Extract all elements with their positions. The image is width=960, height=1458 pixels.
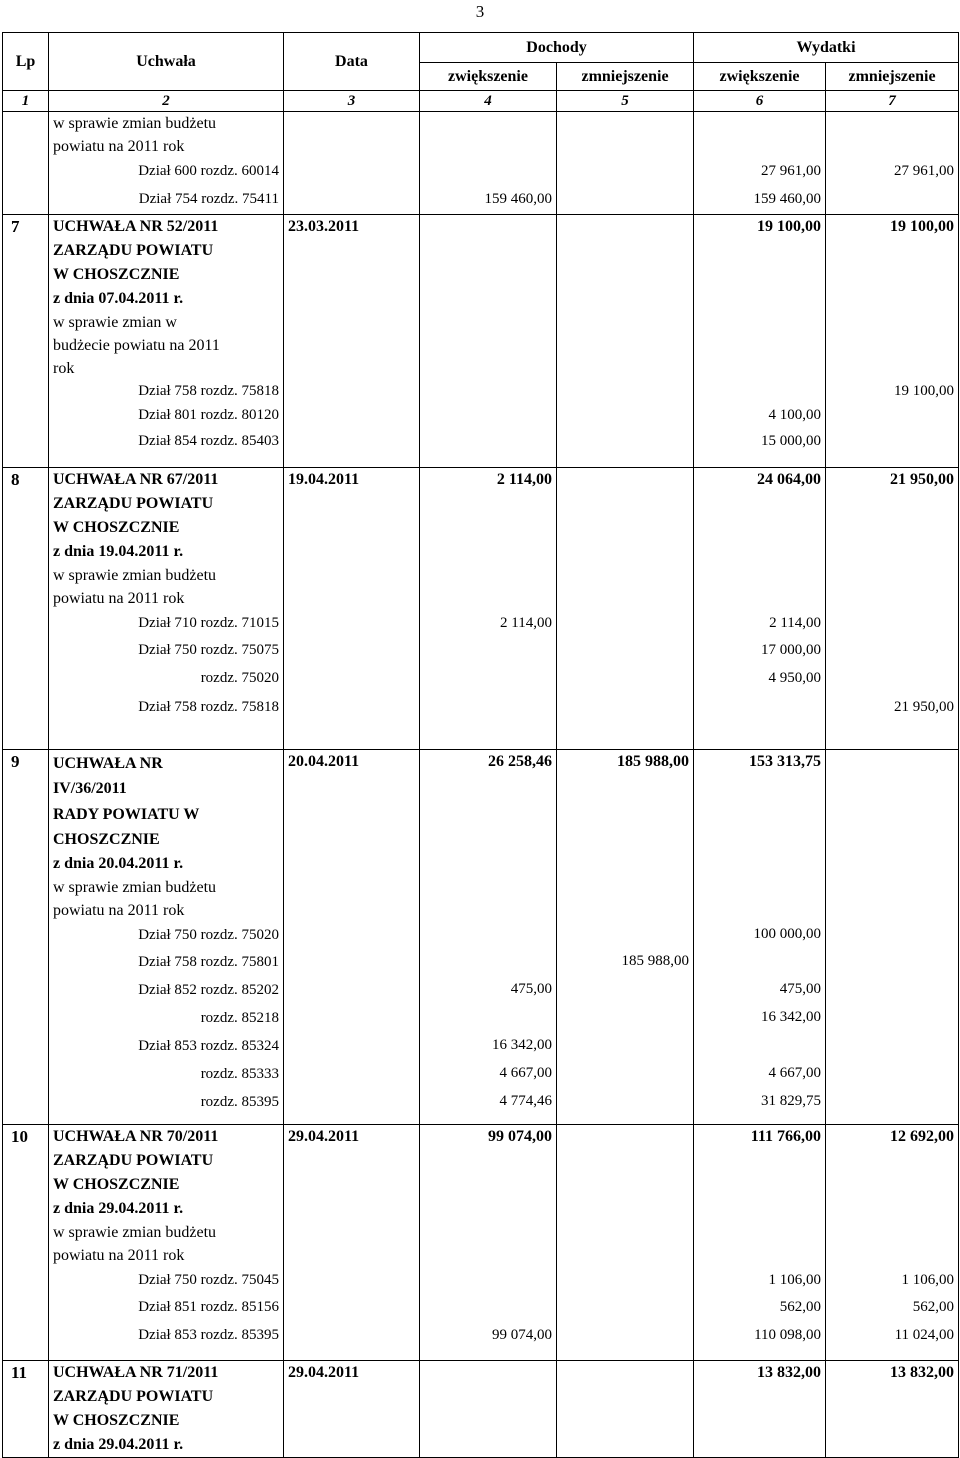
resolution-description-line: w sprawie zmian w <box>53 314 177 331</box>
income-increase-cell <box>420 1125 557 1361</box>
resolution-title-line: CHOSZCZNIE <box>53 831 160 848</box>
expense-increase-value: 1 106,00 <box>768 1271 822 1288</box>
expense-decrease-value <box>830 428 954 454</box>
resolution-title-line: W CHOSZCZNIE <box>53 1412 180 1429</box>
spacer <box>424 112 552 158</box>
expense-increase-total: 111 766,00 <box>750 1128 822 1145</box>
income-decrease-total <box>561 468 689 492</box>
income-decrease-cell <box>557 1361 694 1458</box>
resolution-title-line: W CHOSZCZNIE <box>53 266 180 283</box>
income-decrease-cell <box>557 1125 694 1361</box>
column-number: 3 <box>284 91 420 112</box>
income-increase-value: 99 074,00 <box>492 1326 552 1343</box>
expense-increase-value: 27 961,00 <box>761 163 822 179</box>
row-number: 11 <box>3 1361 49 1458</box>
income-decrease-value <box>561 693 689 721</box>
column-number: 7 <box>826 91 959 112</box>
income-decrease-value <box>561 637 689 664</box>
income-increase-value: 2 114,00 <box>500 614 552 631</box>
expense-decrease-total: 12 692,00 <box>890 1128 955 1145</box>
resolution-title-line: UCHWAŁA NR 67/2011 <box>53 471 219 488</box>
spacer <box>561 112 689 158</box>
resolution-description-line: powiatu na 2011 rok <box>53 902 185 919</box>
expense-increase-value <box>698 693 821 721</box>
resolution-title-line: ZARZĄDU POWIATU <box>53 242 214 259</box>
budget-section-label: Dział 851 rozdz. 85156 <box>138 1299 279 1315</box>
income-increase-value <box>424 693 552 721</box>
resolution-cell <box>49 750 284 1125</box>
header-lp: Lp <box>3 33 49 91</box>
resolution-cell <box>49 215 284 468</box>
expense-increase-value <box>698 948 821 975</box>
income-increase-value: 4 774,46 <box>499 1093 552 1109</box>
resolution-cell <box>49 1361 284 1458</box>
income-decrease-value: 185 988,00 <box>621 953 690 969</box>
column-number: 2 <box>49 91 284 112</box>
resolution-title-line: W CHOSZCZNIE <box>53 1176 180 1193</box>
resolution-description-line: w sprawie zmian budżetu <box>53 1224 217 1241</box>
expense-decrease-value: 27 961,00 <box>894 163 955 179</box>
expense-decrease-value <box>830 921 954 948</box>
expense-decrease-cell <box>826 468 959 750</box>
expense-increase-total: 153 313,75 <box>749 753 822 770</box>
resolution-date: 20.04.2011 <box>284 750 420 1125</box>
income-decrease-value <box>561 158 689 185</box>
income-increase-value <box>424 664 552 693</box>
spacer <box>424 774 552 921</box>
income-increase-total: 99 074,00 <box>488 1128 552 1145</box>
income-increase-value <box>424 637 552 664</box>
spacer <box>698 492 821 610</box>
header-wydatki: Wydatki <box>694 33 959 63</box>
income-increase-value <box>424 380 552 403</box>
income-increase-value <box>424 921 552 948</box>
budget-section-label: Dział 854 rozdz. 85403 <box>138 433 279 449</box>
column-number: 4 <box>420 91 557 112</box>
expense-decrease-value <box>830 664 954 693</box>
budget-section-label: Dział 750 rozdz. 75020 <box>138 927 279 943</box>
resolution-date: 29.04.2011 <box>284 1361 420 1458</box>
row-number <box>3 112 49 215</box>
resolution-title-line: z dnia 29.04.2011 r. <box>53 1200 184 1217</box>
header-wydatki-zmniejszenie: zmniejszenie <box>826 63 959 91</box>
expense-increase-value: 2 114,00 <box>769 614 822 631</box>
expense-decrease-value: 11 024,00 <box>894 1326 955 1343</box>
expense-increase-value: 31 829,75 <box>761 1093 822 1109</box>
expense-decrease-cell <box>826 1125 959 1361</box>
income-increase-total: 26 258,46 <box>488 753 552 770</box>
expense-increase-cell <box>694 1361 826 1458</box>
header-wydatki-zwiekszenie: zwiększenie <box>694 63 826 91</box>
spacer <box>830 1385 954 1456</box>
income-decrease-value <box>561 610 689 637</box>
resolution-date: 29.04.2011 <box>284 1125 420 1361</box>
expense-decrease-total: 13 832,00 <box>890 1364 955 1381</box>
expense-decrease-value <box>830 975 954 1003</box>
expense-increase-value: 100 000,00 <box>753 926 822 942</box>
resolution-description-line: w sprawie zmian budżetu <box>53 879 217 896</box>
header-dochody-zmniejszenie: zmniejszenie <box>557 63 694 91</box>
expense-decrease-total <box>830 750 954 774</box>
resolution-block <box>3 1361 959 1458</box>
row-number: 10 <box>3 1125 49 1361</box>
income-decrease-cell <box>557 112 694 215</box>
expense-decrease-value <box>830 1032 954 1059</box>
budget-section-label: rozdz. 85218 <box>200 1010 279 1026</box>
expense-decrease-value <box>830 1003 954 1032</box>
row-number: 7 <box>3 215 49 468</box>
income-decrease-value <box>561 1321 689 1349</box>
income-decrease-value <box>561 428 689 454</box>
income-increase-cell <box>420 112 557 215</box>
spacer <box>424 1149 552 1267</box>
income-increase-total <box>424 215 552 239</box>
budget-section-label: Dział 801 rozdz. 80120 <box>138 407 279 423</box>
spacer <box>698 1149 821 1267</box>
income-decrease-cell <box>557 215 694 468</box>
spacer <box>561 492 689 610</box>
income-decrease-value <box>561 380 689 403</box>
spacer <box>561 1149 689 1267</box>
expense-increase-value: 16 342,00 <box>761 1009 822 1025</box>
income-increase-value <box>424 1003 552 1032</box>
budget-section-label: Dział 758 rozdz. 75818 <box>138 699 279 715</box>
budget-section-label: Dział 754 rozdz. 75411 <box>138 191 279 207</box>
expense-decrease-value <box>830 403 954 428</box>
resolution-title-line: ZARZĄDU POWIATU <box>53 1152 214 1169</box>
income-increase-value: 159 460,00 <box>484 191 552 207</box>
expense-increase-value: 4 950,00 <box>768 669 822 686</box>
resolution-block <box>3 1125 959 1361</box>
expense-increase-cell <box>694 112 826 215</box>
spacer <box>698 239 821 380</box>
spacer <box>424 239 552 380</box>
budget-section-label: Dział 758 rozdz. 75801 <box>138 954 279 970</box>
expense-decrease-cell <box>826 112 959 215</box>
income-decrease-total <box>561 1361 689 1385</box>
expense-decrease-total: 19 100,00 <box>890 218 955 235</box>
income-decrease-value <box>561 185 689 214</box>
budget-section-label: Dział 710 rozdz. 71015 <box>138 615 279 631</box>
expense-increase-value <box>698 380 821 403</box>
income-increase-cell <box>420 215 557 468</box>
resolution-title-line: RADY POWIATU W <box>53 806 200 823</box>
income-decrease-total: 185 988,00 <box>617 753 690 770</box>
expense-decrease-value: 19 100,00 <box>894 383 955 399</box>
income-decrease-value <box>561 1059 689 1087</box>
spacer <box>830 774 954 921</box>
income-decrease-cell <box>557 750 694 1125</box>
expense-increase-value: 110 098,00 <box>754 1326 822 1343</box>
resolution-title-line: z dnia 29.04.2011 r. <box>53 1436 184 1453</box>
resolution-title-line: ZARZĄDU POWIATU <box>53 495 214 512</box>
expense-increase-value: 475,00 <box>779 981 822 997</box>
resolution-title-line: UCHWAŁA NR 71/2011 <box>53 1364 219 1381</box>
expense-decrease-cell <box>826 1361 959 1458</box>
income-decrease-value <box>561 1294 689 1321</box>
budget-section-label: Dział 600 rozdz. 60014 <box>138 163 279 179</box>
budget-section-label: Dział 750 rozdz. 75075 <box>138 642 279 658</box>
budget-section-label: rozdz. 75020 <box>200 670 279 686</box>
expense-increase-value: 159 460,00 <box>753 191 822 207</box>
column-number: 1 <box>3 91 49 112</box>
expense-increase-value: 562,00 <box>779 1298 822 1315</box>
income-increase-total: 2 114,00 <box>496 471 552 488</box>
spacer <box>830 239 954 380</box>
expense-increase-value: 4 667,00 <box>768 1065 822 1081</box>
spacer <box>561 1385 689 1456</box>
expense-decrease-value <box>830 1059 954 1087</box>
income-decrease-value <box>561 1267 689 1294</box>
spacer <box>830 1149 954 1267</box>
expense-decrease-total: 21 950,00 <box>890 471 955 488</box>
resolution-description-line: w sprawie zmian budżetu <box>53 115 217 132</box>
income-increase-cell <box>420 750 557 1125</box>
expense-increase-total: 24 064,00 <box>757 471 822 488</box>
resolution-cell <box>49 1125 284 1361</box>
expense-increase-value: 15 000,00 <box>761 433 822 449</box>
spacer <box>561 774 689 921</box>
resolution-cell <box>49 112 284 215</box>
resolution-title-line: W CHOSZCZNIE <box>53 519 180 536</box>
expense-increase-total: 19 100,00 <box>757 218 822 235</box>
column-numbers-row <box>3 91 959 112</box>
income-decrease-value <box>561 664 689 693</box>
income-increase-value <box>424 948 552 975</box>
budget-section-label: rozdz. 85395 <box>200 1094 279 1110</box>
row-number: 9 <box>3 750 49 1125</box>
income-increase-total <box>424 1361 552 1385</box>
expense-increase-cell <box>694 750 826 1125</box>
spacer <box>424 492 552 610</box>
income-decrease-value <box>561 1087 689 1115</box>
row-number: 8 <box>3 468 49 750</box>
expense-increase-value <box>698 1032 821 1059</box>
page-number: 3 <box>475 2 485 21</box>
income-increase-value <box>424 403 552 428</box>
spacer <box>698 1385 821 1456</box>
income-decrease-value <box>561 975 689 1003</box>
resolution-date: 23.03.2011 <box>284 215 420 468</box>
income-increase-value <box>424 1267 552 1294</box>
resolution-title-line: z dnia 19.04.2011 r. <box>53 543 184 560</box>
income-increase-value <box>424 158 552 185</box>
resolution-description-line: budżecie powiatu na 2011 <box>53 337 220 354</box>
spacer <box>561 239 689 380</box>
expense-decrease-value <box>830 185 954 214</box>
income-decrease-total <box>561 1125 689 1149</box>
income-increase-value: 16 342,00 <box>492 1037 552 1053</box>
resolution-title-line: z dnia 07.04.2011 r. <box>53 290 184 307</box>
expense-increase-value: 17 000,00 <box>761 641 822 658</box>
expense-increase-cell <box>694 1125 826 1361</box>
expense-increase-total: 13 832,00 <box>757 1364 822 1381</box>
resolution-description-line: powiatu na 2011 rok <box>53 590 185 607</box>
spacer <box>698 112 821 158</box>
income-decrease-cell <box>557 468 694 750</box>
spacer <box>424 1385 552 1456</box>
resolution-title-line: z dnia 20.04.2011 r. <box>53 855 184 872</box>
header-uchwala: Uchwała <box>49 33 284 91</box>
budget-changes-table <box>2 32 959 1458</box>
resolution-block <box>3 112 959 215</box>
header-dochody-zwiekszenie: zwiększenie <box>420 63 557 91</box>
expense-decrease-value: 21 950,00 <box>894 698 955 715</box>
header-dochody: Dochody <box>420 33 694 63</box>
resolution-block <box>3 215 959 468</box>
income-decrease-value <box>561 403 689 428</box>
resolution-description-line: w sprawie zmian budżetu <box>53 567 217 584</box>
resolution-block <box>3 750 959 1125</box>
resolution-title-line: UCHWAŁA NR <box>53 755 163 772</box>
expense-increase-value: 4 100,00 <box>768 407 822 423</box>
income-increase-value <box>424 1294 552 1321</box>
resolution-date <box>284 112 420 215</box>
spacer <box>830 112 954 158</box>
income-decrease-total <box>561 215 689 239</box>
resolution-date: 19.04.2011 <box>284 468 420 750</box>
budget-section-label: Dział 853 rozdz. 85395 <box>138 1327 279 1343</box>
expense-decrease-value <box>830 948 954 975</box>
column-number: 5 <box>557 91 694 112</box>
expense-decrease-value <box>830 610 954 637</box>
resolution-title-line: UCHWAŁA NR 52/2011 <box>53 218 219 235</box>
income-increase-cell <box>420 1361 557 1458</box>
income-increase-value: 475,00 <box>510 981 552 997</box>
income-decrease-value <box>561 921 689 948</box>
resolution-description-line: powiatu na 2011 rok <box>53 1247 185 1264</box>
budget-section-label: Dział 750 rozdz. 75045 <box>138 1272 279 1288</box>
spacer <box>698 774 821 921</box>
budget-section-label: rozdz. 85333 <box>200 1066 279 1082</box>
expense-decrease-value <box>830 1087 954 1115</box>
resolution-title-line: ZARZĄDU POWIATU <box>53 1388 214 1405</box>
expense-increase-cell <box>694 468 826 750</box>
income-increase-value <box>424 428 552 454</box>
expense-decrease-cell <box>826 215 959 468</box>
resolution-block <box>3 468 959 750</box>
resolution-title-line: IV/36/2011 <box>53 780 127 797</box>
spacer <box>830 492 954 610</box>
resolution-description-line: powiatu na 2011 rok <box>53 138 185 155</box>
income-increase-value: 4 667,00 <box>499 1065 552 1081</box>
expense-decrease-value <box>830 637 954 664</box>
expense-decrease-cell <box>826 750 959 1125</box>
expense-increase-cell <box>694 215 826 468</box>
income-increase-cell <box>420 468 557 750</box>
resolution-cell <box>49 468 284 750</box>
budget-section-label: Dział 853 rozdz. 85324 <box>138 1038 279 1054</box>
header-data: Data <box>284 33 420 91</box>
expense-decrease-value: 562,00 <box>912 1298 955 1315</box>
budget-section-label: Dział 852 rozdz. 85202 <box>138 982 279 998</box>
income-decrease-value <box>561 1032 689 1059</box>
budget-section-label: Dział 758 rozdz. 75818 <box>138 383 279 399</box>
column-number: 6 <box>694 91 826 112</box>
income-decrease-value <box>561 1003 689 1032</box>
resolution-description-line: rok <box>53 360 75 377</box>
resolution-title-line: UCHWAŁA NR 70/2011 <box>53 1128 219 1145</box>
expense-decrease-value: 1 106,00 <box>901 1271 955 1288</box>
